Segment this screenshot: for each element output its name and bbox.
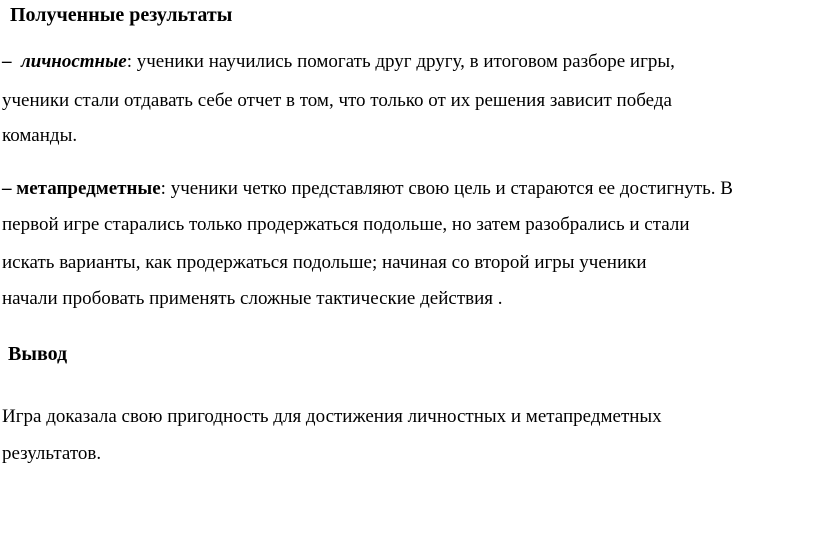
conclusion-line-2: результатов. bbox=[2, 443, 102, 464]
conclusion-heading: Вывод bbox=[8, 343, 68, 365]
metasubject-dash: – bbox=[2, 178, 12, 199]
metasubject-term: метапредметные bbox=[16, 178, 161, 199]
conclusion-line-1: Игра доказала свою пригодность для достижения личностных и метапредметных bbox=[2, 406, 662, 427]
metasubject-line-3: искать варианты, как продержаться подольше; начиная со второй игры ученики bbox=[2, 252, 647, 273]
metasubject-line-2: первой игре старались только продержаться подольше, но затем разобрались и стали bbox=[2, 214, 690, 235]
personal-term: личностные bbox=[21, 51, 127, 72]
metasubject-text-1: : ученики четко представляют свою цель и стараются ее достигнуть. В bbox=[160, 178, 733, 199]
personal-line-2: ученики стали отдавать себе отчет в том, что только от их решения зависит победа bbox=[2, 90, 672, 111]
results-heading: Полученные результаты bbox=[10, 4, 233, 26]
personal-dash: – bbox=[2, 51, 12, 72]
personal-text-1: : ученики научились помогать друг другу, в итоговом разборе игры, bbox=[126, 51, 675, 72]
metasubject-line-4: начали пробовать применять сложные тактические действия . bbox=[2, 288, 503, 309]
personal-line-3: команды. bbox=[2, 125, 78, 146]
metasubject-line-1 bbox=[2, 177, 733, 201]
personal-line-1 bbox=[2, 50, 675, 74]
